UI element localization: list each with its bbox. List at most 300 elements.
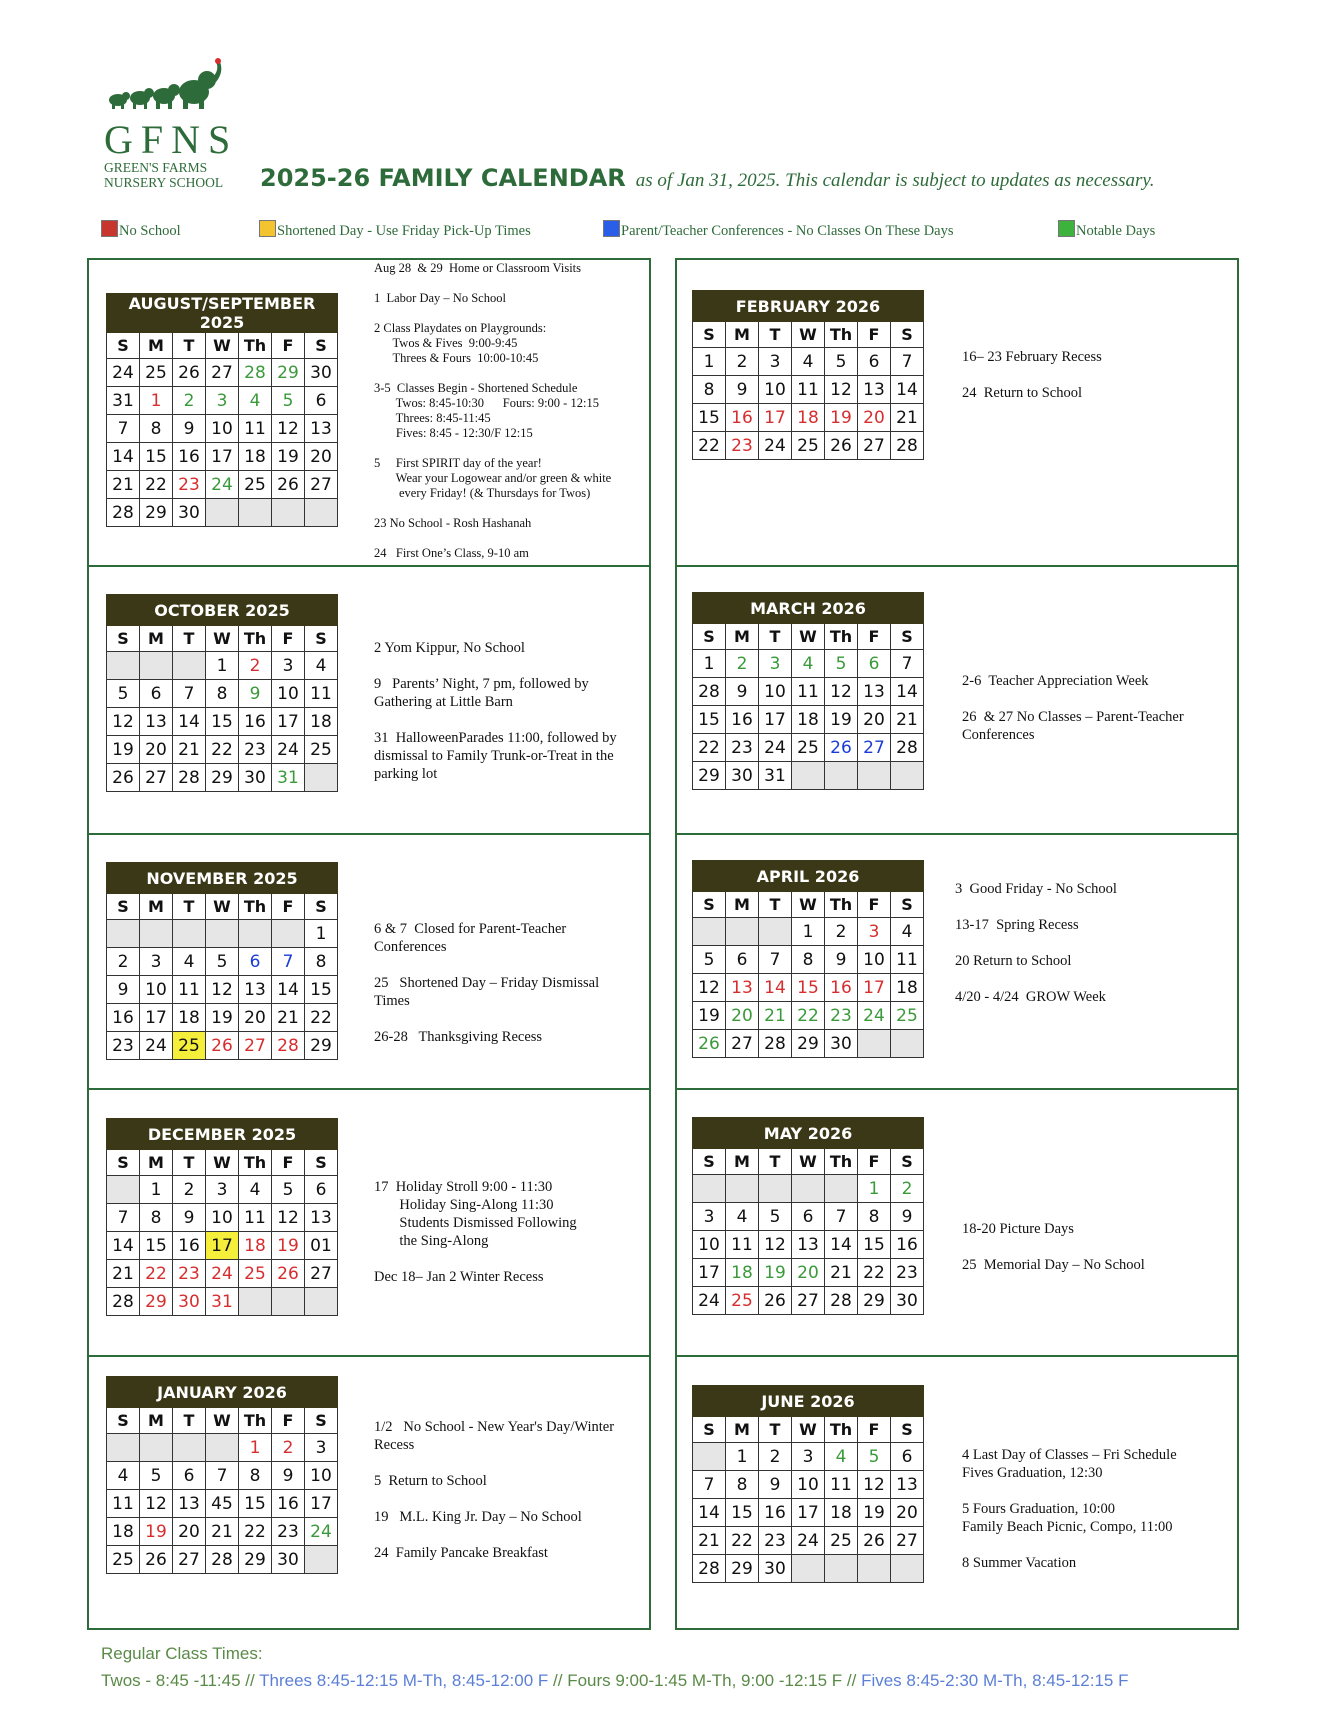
- week-row: [107, 680, 338, 708]
- week-row: [693, 1471, 924, 1499]
- day-cell: 24: [206, 1260, 239, 1288]
- weekday-header: S: [305, 894, 338, 920]
- week-row: [693, 946, 924, 974]
- day-cell: 11: [792, 376, 825, 404]
- day-cell: 16: [239, 708, 272, 736]
- day-cell: 1: [305, 920, 338, 948]
- day-cell: 17: [792, 1499, 825, 1527]
- week-row: [693, 734, 924, 762]
- day-cell: [305, 499, 338, 527]
- weekday-header: Th: [239, 1408, 272, 1434]
- month-title: AUGUST/SEPTEMBER 2025: [107, 294, 338, 333]
- day-cell: [272, 1288, 305, 1316]
- day-cell: 8: [305, 948, 338, 976]
- weekday-header: M: [726, 322, 759, 348]
- day-cell: 13: [858, 376, 891, 404]
- day-cell: 15: [858, 1231, 891, 1259]
- day-cell: 23: [891, 1259, 924, 1287]
- week-row: [107, 1204, 338, 1232]
- day-cell: 5: [693, 946, 726, 974]
- month-notes: 18-20 Picture Days 25 Memorial Day – No School: [962, 1221, 1145, 1273]
- day-cell: 26: [107, 764, 140, 792]
- day-cell: 25: [792, 734, 825, 762]
- weekday-header: M: [140, 626, 173, 652]
- day-cell: 22: [239, 1518, 272, 1546]
- day-cell: 2: [173, 387, 206, 415]
- day-cell: 10: [305, 1462, 338, 1490]
- day-cell: [305, 1288, 338, 1316]
- weekday-header: F: [272, 626, 305, 652]
- right-divider: [675, 565, 1239, 567]
- legend-shortened-day: [259, 220, 531, 240]
- day-cell: 22: [792, 1002, 825, 1030]
- day-cell: 24: [759, 734, 792, 762]
- weekday-header: F: [858, 892, 891, 918]
- day-cell: 22: [858, 1259, 891, 1287]
- day-cell: 24: [206, 471, 239, 499]
- day-cell: 23: [726, 432, 759, 460]
- day-cell: 18: [239, 1232, 272, 1260]
- day-cell: 26: [825, 734, 858, 762]
- day-cell: 28: [693, 1555, 726, 1583]
- weekday-header: S: [891, 892, 924, 918]
- day-cell: 14: [107, 1232, 140, 1260]
- month-title: OCTOBER 2025: [107, 595, 338, 626]
- day-cell: 20: [239, 1004, 272, 1032]
- day-cell: 16: [726, 706, 759, 734]
- month-title: JUNE 2026: [693, 1386, 924, 1417]
- day-cell: 13: [792, 1231, 825, 1259]
- day-cell: [107, 1434, 140, 1462]
- day-cell: 13: [239, 976, 272, 1004]
- day-cell: 12: [693, 974, 726, 1002]
- day-cell: 1: [140, 1176, 173, 1204]
- day-cell: [792, 1175, 825, 1203]
- day-cell: 2: [891, 1175, 924, 1203]
- weekday-header: Th: [239, 626, 272, 652]
- day-cell: 28: [891, 734, 924, 762]
- week-row: [107, 764, 338, 792]
- day-cell: 12: [825, 678, 858, 706]
- day-cell: 28: [759, 1030, 792, 1058]
- week-row: [693, 432, 924, 460]
- day-cell: [858, 1030, 891, 1058]
- calendar-february-2026: [692, 290, 924, 460]
- day-cell: 20: [726, 1002, 759, 1030]
- week-row: [693, 404, 924, 432]
- right-divider: [675, 1355, 1239, 1357]
- weekday-header: M: [140, 1408, 173, 1434]
- day-cell: 27: [305, 1260, 338, 1288]
- day-cell: 1: [726, 1443, 759, 1471]
- day-cell: [693, 1175, 726, 1203]
- day-cell: 11: [792, 678, 825, 706]
- calendar-january-2026: [106, 1376, 338, 1574]
- week-row: [107, 948, 338, 976]
- day-cell: 28: [107, 499, 140, 527]
- day-cell: 22: [206, 736, 239, 764]
- day-cell: 24: [858, 1002, 891, 1030]
- calendar-april-2026: [692, 860, 924, 1058]
- day-cell: 13: [173, 1490, 206, 1518]
- weekday-header: W: [792, 1417, 825, 1443]
- weekday-header: W: [206, 626, 239, 652]
- day-cell: 15: [693, 404, 726, 432]
- week-row: [107, 1546, 338, 1574]
- day-cell: 01: [305, 1232, 338, 1260]
- month-notes: 3 Good Friday - No School 13-17 Spring Recess 20 Return to School 4/20 - 4/24 GROW Week: [955, 881, 1117, 1005]
- day-cell: 11: [726, 1231, 759, 1259]
- weekday-header: S: [693, 1417, 726, 1443]
- month-notes: 17 Holiday Stroll 9:00 - 11:30 Holiday Sing-Along 11:30 Students Dismissed Following the Sing-Along Dec 18– Jan 2 Winter Recess: [374, 1179, 577, 1285]
- week-row: [693, 1527, 924, 1555]
- day-cell: 18: [825, 1499, 858, 1527]
- weekday-header: Th: [825, 892, 858, 918]
- day-cell: 13: [858, 678, 891, 706]
- day-cell: 27: [858, 734, 891, 762]
- day-cell: 5: [272, 1176, 305, 1204]
- class-times-line: [101, 1667, 1128, 1694]
- class-times-footer: [101, 1640, 1128, 1694]
- weekday-header: M: [140, 333, 173, 359]
- week-row: [107, 1232, 338, 1260]
- day-cell: 14: [693, 1499, 726, 1527]
- day-cell: 6: [726, 946, 759, 974]
- day-cell: 22: [305, 1004, 338, 1032]
- day-cell: 3: [858, 918, 891, 946]
- day-cell: 22: [693, 432, 726, 460]
- day-cell: 23: [239, 736, 272, 764]
- day-cell: 29: [693, 762, 726, 790]
- day-cell: 28: [173, 764, 206, 792]
- day-cell: 30: [825, 1030, 858, 1058]
- day-cell: 13: [140, 708, 173, 736]
- week-row: [107, 415, 338, 443]
- day-cell: 29: [726, 1555, 759, 1583]
- weekday-header: Th: [239, 1150, 272, 1176]
- day-cell: 23: [173, 471, 206, 499]
- day-cell: 24: [693, 1287, 726, 1315]
- day-cell: 22: [693, 734, 726, 762]
- day-cell: 6: [239, 948, 272, 976]
- weekday-header: T: [173, 894, 206, 920]
- day-cell: 28: [825, 1287, 858, 1315]
- weekday-header: W: [206, 894, 239, 920]
- legend-label: Shortened Day - Use Friday Pick-Up Times: [277, 223, 531, 239]
- day-cell: 9: [107, 976, 140, 1004]
- day-cell: 6: [858, 650, 891, 678]
- week-row: [107, 708, 338, 736]
- day-cell: [140, 1434, 173, 1462]
- day-cell: 9: [726, 678, 759, 706]
- month-title: FEBRUARY 2026: [693, 291, 924, 322]
- weekday-header: T: [173, 1408, 206, 1434]
- day-cell: 6: [173, 1462, 206, 1490]
- day-cell: 31: [107, 387, 140, 415]
- day-cell: 18: [792, 404, 825, 432]
- week-row: [107, 1032, 338, 1060]
- weekday-header: M: [726, 624, 759, 650]
- day-cell: 10: [759, 678, 792, 706]
- week-row: [107, 443, 338, 471]
- logo-name: GFNS: [104, 117, 239, 162]
- weekday-header: W: [792, 624, 825, 650]
- weekday-header: S: [693, 624, 726, 650]
- week-row: [107, 1518, 338, 1546]
- day-cell: 7: [891, 650, 924, 678]
- day-cell: 11: [239, 415, 272, 443]
- day-cell: 10: [206, 1204, 239, 1232]
- school-logo: [104, 56, 244, 190]
- day-cell: [140, 920, 173, 948]
- page-title: 2025-26 FAMILY CALENDAR: [260, 164, 626, 192]
- day-cell: 17: [305, 1490, 338, 1518]
- day-cell: 8: [693, 376, 726, 404]
- weekday-header: S: [107, 894, 140, 920]
- week-row: [107, 652, 338, 680]
- day-cell: 3: [206, 1176, 239, 1204]
- day-cell: 11: [891, 946, 924, 974]
- day-cell: 21: [825, 1259, 858, 1287]
- day-cell: 15: [305, 976, 338, 1004]
- day-cell: [759, 918, 792, 946]
- day-cell: 20: [858, 404, 891, 432]
- day-cell: 14: [173, 708, 206, 736]
- weekday-header: S: [305, 1408, 338, 1434]
- day-cell: [206, 499, 239, 527]
- day-cell: [693, 918, 726, 946]
- day-cell: 9: [239, 680, 272, 708]
- week-row: [107, 736, 338, 764]
- weekday-header: Th: [239, 894, 272, 920]
- week-row: [693, 348, 924, 376]
- day-cell: [272, 499, 305, 527]
- day-cell: 1: [792, 918, 825, 946]
- day-cell: 29: [305, 1032, 338, 1060]
- weekday-header: T: [759, 1149, 792, 1175]
- right-divider: [675, 1088, 1239, 1090]
- day-cell: 10: [140, 976, 173, 1004]
- day-cell: 8: [140, 1204, 173, 1232]
- day-cell: 14: [891, 376, 924, 404]
- day-cell: [173, 652, 206, 680]
- day-cell: 15: [140, 1232, 173, 1260]
- day-cell: 16: [759, 1499, 792, 1527]
- day-cell: 16: [825, 974, 858, 1002]
- day-cell: 24: [759, 432, 792, 460]
- day-cell: [726, 1175, 759, 1203]
- weekday-header: T: [759, 322, 792, 348]
- day-cell: 22: [726, 1527, 759, 1555]
- day-cell: 11: [239, 1204, 272, 1232]
- day-cell: 25: [140, 359, 173, 387]
- weekday-header: S: [107, 333, 140, 359]
- day-cell: 7: [891, 348, 924, 376]
- day-cell: 27: [239, 1032, 272, 1060]
- week-row: [693, 1443, 924, 1471]
- day-cell: 16: [891, 1231, 924, 1259]
- weekday-header: F: [858, 322, 891, 348]
- day-cell: 3: [272, 652, 305, 680]
- day-cell: 2: [107, 948, 140, 976]
- week-row: [693, 1002, 924, 1030]
- day-cell: 2: [239, 652, 272, 680]
- day-cell: 21: [891, 404, 924, 432]
- week-row: [693, 1287, 924, 1315]
- weekday-header: F: [858, 1149, 891, 1175]
- day-cell: 6: [858, 348, 891, 376]
- elephant-family-icon: [104, 56, 224, 116]
- week-row: [107, 1434, 338, 1462]
- day-cell: 8: [140, 415, 173, 443]
- weekday-header: F: [272, 333, 305, 359]
- calendar-may-2026: [692, 1117, 924, 1315]
- day-cell: 14: [825, 1231, 858, 1259]
- day-cell: 29: [792, 1030, 825, 1058]
- calendar-november-2025: [106, 862, 338, 1060]
- day-cell: 13: [305, 415, 338, 443]
- day-cell: 21: [206, 1518, 239, 1546]
- day-cell: 27: [891, 1527, 924, 1555]
- day-cell: 4: [173, 948, 206, 976]
- day-cell: 25: [305, 736, 338, 764]
- day-cell: 19: [206, 1004, 239, 1032]
- week-row: [693, 762, 924, 790]
- day-cell: 12: [759, 1231, 792, 1259]
- day-cell: 6: [305, 387, 338, 415]
- day-cell: 12: [272, 415, 305, 443]
- day-cell: 25: [825, 1527, 858, 1555]
- day-cell: 22: [140, 1260, 173, 1288]
- weekday-header: Th: [825, 624, 858, 650]
- day-cell: 12: [272, 1204, 305, 1232]
- weekday-header: S: [891, 1417, 924, 1443]
- day-cell: [305, 1546, 338, 1574]
- day-cell: 8: [792, 946, 825, 974]
- day-cell: 20: [891, 1499, 924, 1527]
- day-cell: 16: [272, 1490, 305, 1518]
- day-cell: 30: [173, 1288, 206, 1316]
- month-title: DECEMBER 2025: [107, 1119, 338, 1150]
- weekday-header: S: [891, 322, 924, 348]
- day-cell: 6: [305, 1176, 338, 1204]
- day-cell: 11: [305, 680, 338, 708]
- week-row: [107, 387, 338, 415]
- day-cell: 17: [759, 404, 792, 432]
- weekday-header: M: [726, 1149, 759, 1175]
- day-cell: 7: [107, 415, 140, 443]
- week-row: [107, 1176, 338, 1204]
- calendar-august-september-2025: [106, 293, 338, 527]
- weekday-header: T: [759, 892, 792, 918]
- weekday-header: F: [858, 624, 891, 650]
- day-cell: 19: [825, 404, 858, 432]
- day-cell: 5: [206, 948, 239, 976]
- day-cell: 5: [825, 650, 858, 678]
- weekday-header: T: [759, 1417, 792, 1443]
- weekday-header: M: [140, 894, 173, 920]
- right-divider: [675, 833, 1239, 835]
- green-swatch-icon: [1058, 220, 1075, 237]
- day-cell: [206, 920, 239, 948]
- weekday-header: F: [272, 894, 305, 920]
- day-cell: 11: [107, 1490, 140, 1518]
- legend-notable-days: [1058, 220, 1155, 240]
- legend-no-school: [101, 220, 181, 240]
- day-cell: [107, 1176, 140, 1204]
- day-cell: 12: [206, 976, 239, 1004]
- day-cell: 18: [173, 1004, 206, 1032]
- day-cell: 3: [305, 1434, 338, 1462]
- weekday-header: F: [858, 1417, 891, 1443]
- weekday-header: W: [792, 322, 825, 348]
- weekday-header: M: [726, 892, 759, 918]
- week-row: [107, 976, 338, 1004]
- week-row: [107, 1462, 338, 1490]
- day-cell: 26: [173, 359, 206, 387]
- week-row: [107, 920, 338, 948]
- day-cell: 10: [272, 680, 305, 708]
- week-row: [107, 1260, 338, 1288]
- week-row: [107, 471, 338, 499]
- weekday-header: S: [305, 1150, 338, 1176]
- day-cell: 17: [206, 443, 239, 471]
- day-cell: 5: [140, 1462, 173, 1490]
- day-cell: 2: [272, 1434, 305, 1462]
- day-cell: 30: [305, 359, 338, 387]
- weekday-header: S: [107, 626, 140, 652]
- day-cell: 12: [858, 1471, 891, 1499]
- day-cell: [825, 762, 858, 790]
- day-cell: [107, 920, 140, 948]
- week-row: [693, 1175, 924, 1203]
- weekday-header: W: [792, 1149, 825, 1175]
- day-cell: 25: [792, 432, 825, 460]
- weekday-header: W: [792, 892, 825, 918]
- day-cell: 30: [726, 762, 759, 790]
- week-row: [107, 1004, 338, 1032]
- month-title: NOVEMBER 2025: [107, 863, 338, 894]
- day-cell: 10: [759, 376, 792, 404]
- weekday-header: S: [693, 892, 726, 918]
- day-cell: 5: [272, 387, 305, 415]
- weekday-header: S: [107, 1408, 140, 1434]
- day-cell: 19: [140, 1518, 173, 1546]
- day-cell: 20: [792, 1259, 825, 1287]
- day-cell: 23: [825, 1002, 858, 1030]
- weekday-header: S: [305, 333, 338, 359]
- week-row: [693, 1499, 924, 1527]
- day-cell: 26: [693, 1030, 726, 1058]
- day-cell: 4: [825, 1443, 858, 1471]
- day-cell: 7: [759, 946, 792, 974]
- month-notes: 2 Yom Kippur, No School 9 Parents’ Night, 7 pm, followed by Gathering at Little Barn 31 HalloweenParades 11:00, followed by dismissal to Family Trunk-or-Treat in the parking lot: [374, 640, 617, 782]
- day-cell: 4: [239, 1176, 272, 1204]
- weekday-header: W: [206, 1408, 239, 1434]
- day-cell: 19: [825, 706, 858, 734]
- day-cell: 9: [173, 1204, 206, 1232]
- day-cell: 1: [140, 387, 173, 415]
- day-cell: 9: [173, 415, 206, 443]
- weekday-header: T: [173, 626, 206, 652]
- week-row: [693, 650, 924, 678]
- day-cell: 4: [239, 387, 272, 415]
- weekday-header: Th: [239, 333, 272, 359]
- day-cell: 31: [759, 762, 792, 790]
- day-cell: 27: [140, 764, 173, 792]
- day-cell: 4: [107, 1462, 140, 1490]
- logo-line2: NURSERY SCHOOL: [104, 175, 224, 190]
